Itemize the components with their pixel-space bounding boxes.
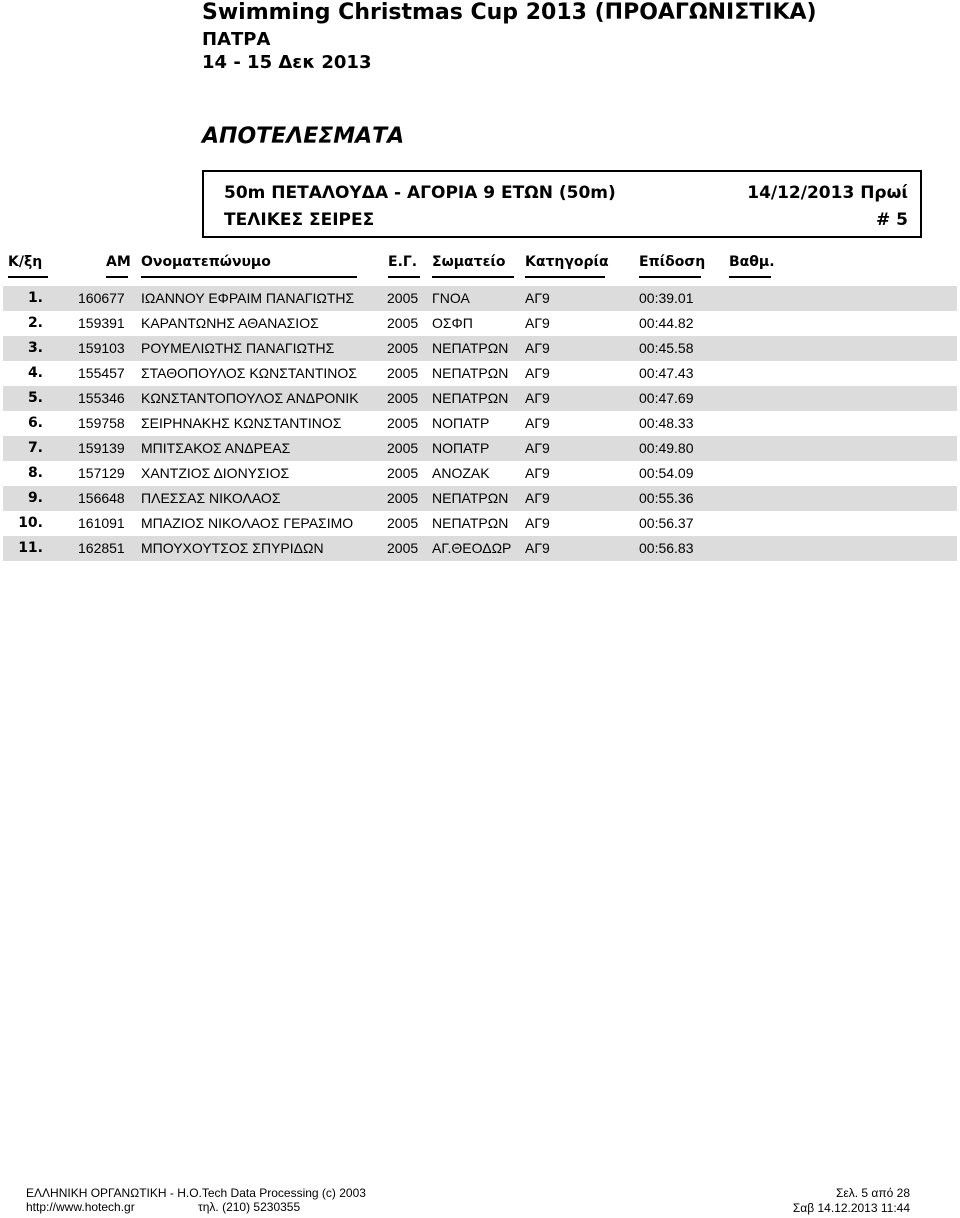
result-year-of-birth: 2005 — [387, 315, 419, 331]
result-category: ΑΓ9 — [525, 365, 550, 381]
result-year-of-birth: 2005 — [387, 515, 419, 531]
results-heading: ΑΠΟΤΕΛΕΣΜΑΤΑ — [202, 124, 405, 149]
result-category: ΑΓ9 — [525, 440, 550, 456]
competition-city: ΠΑΤΡΑ — [202, 29, 271, 50]
column-header-category: Κατηγορία — [525, 254, 605, 278]
table-row — [3, 511, 957, 536]
result-name: ΧΑΝΤΖΙΟΣ ΔΙΟΝΥΣΙΟΣ — [141, 465, 290, 481]
result-performance: 00:49.80 — [639, 440, 694, 456]
competition-dates: 14 - 15 Δεκ 2013 — [202, 52, 372, 73]
result-am: 159758 — [78, 415, 125, 431]
result-category: ΑΓ9 — [525, 490, 550, 506]
result-performance: 00:56.83 — [639, 540, 694, 556]
result-rank: 9. — [27, 490, 43, 506]
footer-print-timestamp: Σαβ 14.12.2013 11:44 — [792, 1201, 910, 1215]
table-row — [3, 486, 957, 511]
event-name: 50m ΠΕΤΑΛΟΥΔΑ - ΑΓΟΡΙΑ 9 ΕΤΩΝ (50m) — [224, 183, 616, 203]
table-row — [3, 286, 957, 311]
result-rank: 8. — [27, 465, 43, 481]
column-header-rank: Κ/ξη — [8, 254, 48, 278]
result-rank: 7. — [27, 440, 43, 456]
result-category: ΑΓ9 — [525, 315, 550, 331]
result-club: ΝΕΠΑΤΡΩΝ — [432, 365, 509, 381]
column-header-am: ΑΜ — [106, 254, 128, 278]
result-rank: 6. — [27, 415, 43, 431]
page-title: Swimming Christmas Cup 2013 (ΠΡΟΑΓΩΝΙΣΤΙΚΑ) — [202, 0, 817, 25]
table-row — [3, 386, 957, 411]
result-am: 156648 — [78, 490, 125, 506]
result-club: ΓΝΟΑ — [432, 290, 470, 306]
table-row — [3, 361, 957, 386]
event-date-session: 14/12/2013 Πρωί — [747, 183, 908, 203]
table-row — [3, 436, 957, 461]
result-name: ΙΩΑΝΝΟΥ ΕΦΡΑΙΜ ΠΑΝΑΓΙΩΤΗΣ — [141, 290, 355, 306]
result-club: ΝΟΠΑΤΡ — [432, 415, 490, 431]
result-category: ΑΓ9 — [525, 415, 550, 431]
column-header-name: Ονοματεπώνυμο — [141, 254, 357, 278]
result-rank: 1. — [27, 290, 43, 306]
result-year-of-birth: 2005 — [387, 390, 419, 406]
result-club: ΝΕΠΑΤΡΩΝ — [432, 390, 509, 406]
result-performance: 00:55.36 — [639, 490, 694, 506]
result-year-of-birth: 2005 — [387, 465, 419, 481]
result-am: 162851 — [78, 540, 125, 556]
result-club: ΝΕΠΑΤΡΩΝ — [432, 340, 509, 356]
result-am: 159391 — [78, 315, 125, 331]
result-rank: 10. — [18, 515, 43, 531]
result-am: 155457 — [78, 365, 125, 381]
footer-phone: τηλ. (210) 5230355 — [198, 1200, 301, 1214]
results-table — [3, 286, 957, 561]
result-category: ΑΓ9 — [525, 340, 550, 356]
footer-url: http://www.hotech.gr — [26, 1200, 135, 1214]
result-category: ΑΓ9 — [525, 290, 550, 306]
footer-page-number: Σελ. 5 από 28 — [835, 1186, 910, 1200]
result-club: ΝΕΠΑΤΡΩΝ — [432, 515, 509, 531]
result-rank: 5. — [27, 390, 43, 406]
result-performance: 00:47.43 — [639, 365, 694, 381]
result-rank: 2. — [27, 315, 43, 331]
result-performance: 00:54.09 — [639, 465, 694, 481]
result-year-of-birth: 2005 — [387, 415, 419, 431]
result-category: ΑΓ9 — [525, 465, 550, 481]
result-name: ΣΕΙΡΗΝΑΚΗΣ ΚΩΝΣΤΑΝΤΙΝΟΣ — [141, 415, 342, 431]
result-name: ΚΩΝΣΤΑΝΤΟΠΟΥΛΟΣ ΑΝΔΡΟΝΙΚ — [141, 390, 359, 406]
result-club: ΑΝΟΖΑΚ — [432, 465, 490, 481]
column-header-performance: Επίδοση — [639, 254, 701, 278]
result-am: 159103 — [78, 340, 125, 356]
result-performance: 00:47.69 — [639, 390, 694, 406]
result-am: 160677 — [78, 290, 125, 306]
result-club: ΝΟΠΑΤΡ — [432, 440, 490, 456]
result-year-of-birth: 2005 — [387, 365, 419, 381]
result-name: ΣΤΑΘΟΠΟΥΛΟΣ ΚΩΝΣΤΑΝΤΙΝΟΣ — [141, 365, 357, 381]
result-am: 155346 — [78, 390, 125, 406]
table-row — [3, 461, 957, 486]
result-am: 157129 — [78, 465, 125, 481]
result-name: ΚΑΡΑΝΤΩΝΗΣ ΑΘΑΝΑΣΙΟΣ — [141, 315, 319, 331]
result-year-of-birth: 2005 — [387, 290, 419, 306]
column-header-points: Βαθμ. — [729, 254, 771, 278]
result-performance: 00:45.58 — [639, 340, 694, 356]
table-row — [3, 536, 957, 561]
result-year-of-birth: 2005 — [387, 440, 419, 456]
result-performance: 00:56.37 — [639, 515, 694, 531]
result-category: ΑΓ9 — [525, 390, 550, 406]
result-name: ΜΠΑΖΙΟΣ ΝΙΚΟΛΑΟΣ ΓΕΡΑΣΙΜΟ — [141, 515, 354, 531]
footer-organization: ΕΛΛΗΝΙΚΗ ΟΡΓΑΝΩΤΙΚΗ - Η.Ο.Tech Data Processing (c) 2003 — [26, 1186, 366, 1200]
result-name: ΜΠΟΥΧΟΥΤΣΟΣ ΣΠΥΡΙΔΩΝ — [141, 540, 324, 556]
result-performance: 00:39.01 — [639, 290, 694, 306]
result-year-of-birth: 2005 — [387, 340, 419, 356]
event-round: ΤΕΛΙΚΕΣ ΣΕΙΡΕΣ — [224, 210, 375, 230]
result-performance: 00:48.33 — [639, 415, 694, 431]
result-category: ΑΓ9 — [525, 515, 550, 531]
result-name: ΠΛΕΣΣΑΣ ΝΙΚΟΛΑΟΣ — [141, 490, 281, 506]
table-row — [3, 411, 957, 436]
result-rank: 4. — [27, 365, 43, 381]
heat-number: # 5 — [876, 210, 908, 230]
result-am: 161091 — [78, 515, 125, 531]
column-header-year-of-birth: Ε.Γ. — [388, 254, 420, 278]
result-club: ΝΕΠΑΤΡΩΝ — [432, 490, 509, 506]
result-rank: 3. — [27, 340, 43, 356]
result-performance: 00:44.82 — [639, 315, 694, 331]
result-club: ΟΣΦΠ — [432, 315, 473, 331]
event-info-box — [202, 170, 922, 238]
result-name: ΜΠΙΤΣΑΚΟΣ ΑΝΔΡΕΑΣ — [141, 440, 291, 456]
result-am: 159139 — [78, 440, 125, 456]
result-rank: 11. — [18, 540, 43, 556]
result-club: ΑΓ.ΘΕΟΔΩΡ — [432, 540, 512, 556]
column-header-club: Σωματείο — [432, 254, 514, 278]
result-category: ΑΓ9 — [525, 540, 550, 556]
table-row — [3, 311, 957, 336]
result-year-of-birth: 2005 — [387, 540, 419, 556]
table-row — [3, 336, 957, 361]
result-name: ΡΟΥΜΕΛΙΩΤΗΣ ΠΑΝΑΓΙΩΤΗΣ — [141, 340, 335, 356]
result-year-of-birth: 2005 — [387, 490, 419, 506]
